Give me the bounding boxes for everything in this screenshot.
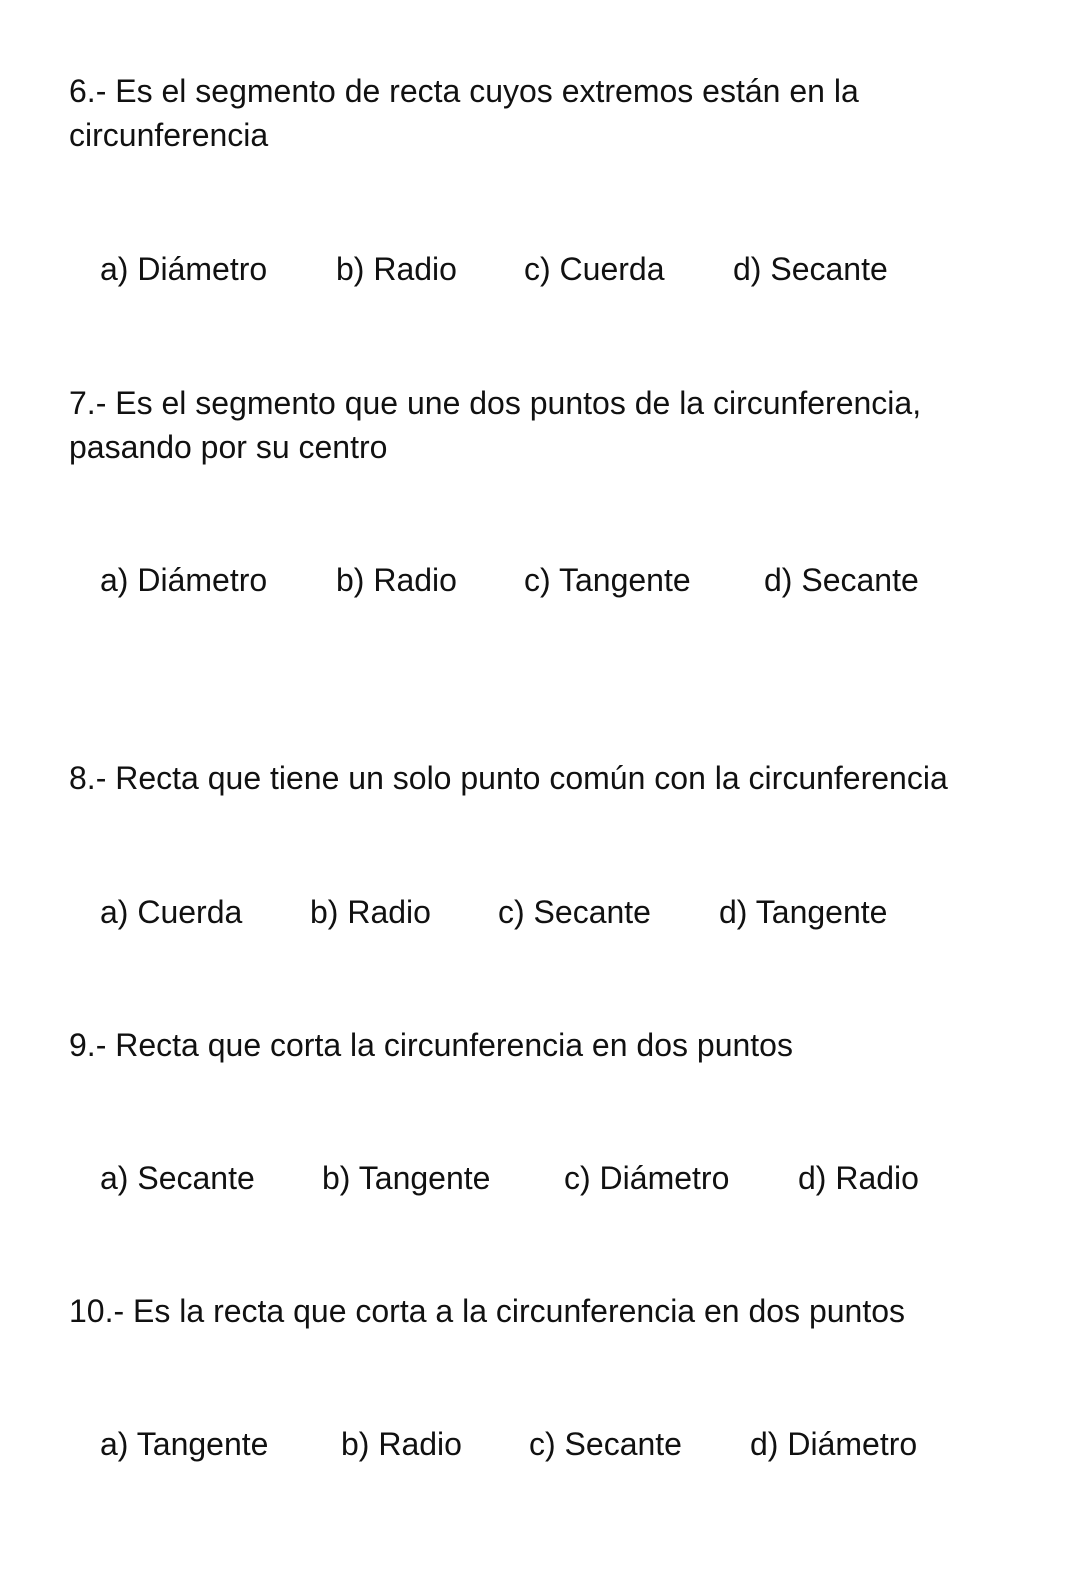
question-10-option-d[interactable]: d) Diámetro [750,1426,918,1462]
question-6-option-a[interactable]: a) Diámetro [100,251,268,287]
question-9-option-c[interactable]: c) Diámetro [564,1160,730,1196]
question-8-option-d[interactable]: d) Tangente [719,894,888,930]
question-8-option-a[interactable]: a) Cuerda [100,894,243,930]
question-6-option-d[interactable]: d) Secante [733,251,888,287]
question-7-option-c[interactable]: c) Tangente [524,562,691,598]
question-9-option-b[interactable]: b) Tangente [322,1160,491,1196]
question-8-option-c[interactable]: c) Secante [498,894,651,930]
question-7-text: 7.- Es el segmento que une dos puntos de la circunferencia, pasando por su centro [69,385,922,465]
question-7-option-b[interactable]: b) Radio [336,562,457,598]
question-7-option-d[interactable]: d) Secante [764,562,919,598]
question-6-text: 6.- Es el segmento de recta cuyos extremos están en la circunferencia [69,73,859,153]
question-6-option-c[interactable]: c) Cuerda [524,251,665,287]
question-10-option-b[interactable]: b) Radio [341,1426,462,1462]
question-7-option-a[interactable]: a) Diámetro [100,562,268,598]
question-6-option-b[interactable]: b) Radio [336,251,457,287]
question-8-option-b[interactable]: b) Radio [310,894,431,930]
question-10-option-a[interactable]: a) Tangente [100,1426,269,1462]
question-9-text: 9.- Recta que corta la circunferencia en dos puntos [69,1027,793,1063]
question-9-option-a[interactable]: a) Secante [100,1160,255,1196]
question-10-text: 10.- Es la recta que corta a la circunferencia en dos puntos [69,1293,906,1329]
question-9-option-d[interactable]: d) Radio [798,1160,919,1196]
question-8-text: 8.- Recta que tiene un solo punto común con la circunferencia [69,760,948,796]
question-10-option-c[interactable]: c) Secante [529,1426,682,1462]
